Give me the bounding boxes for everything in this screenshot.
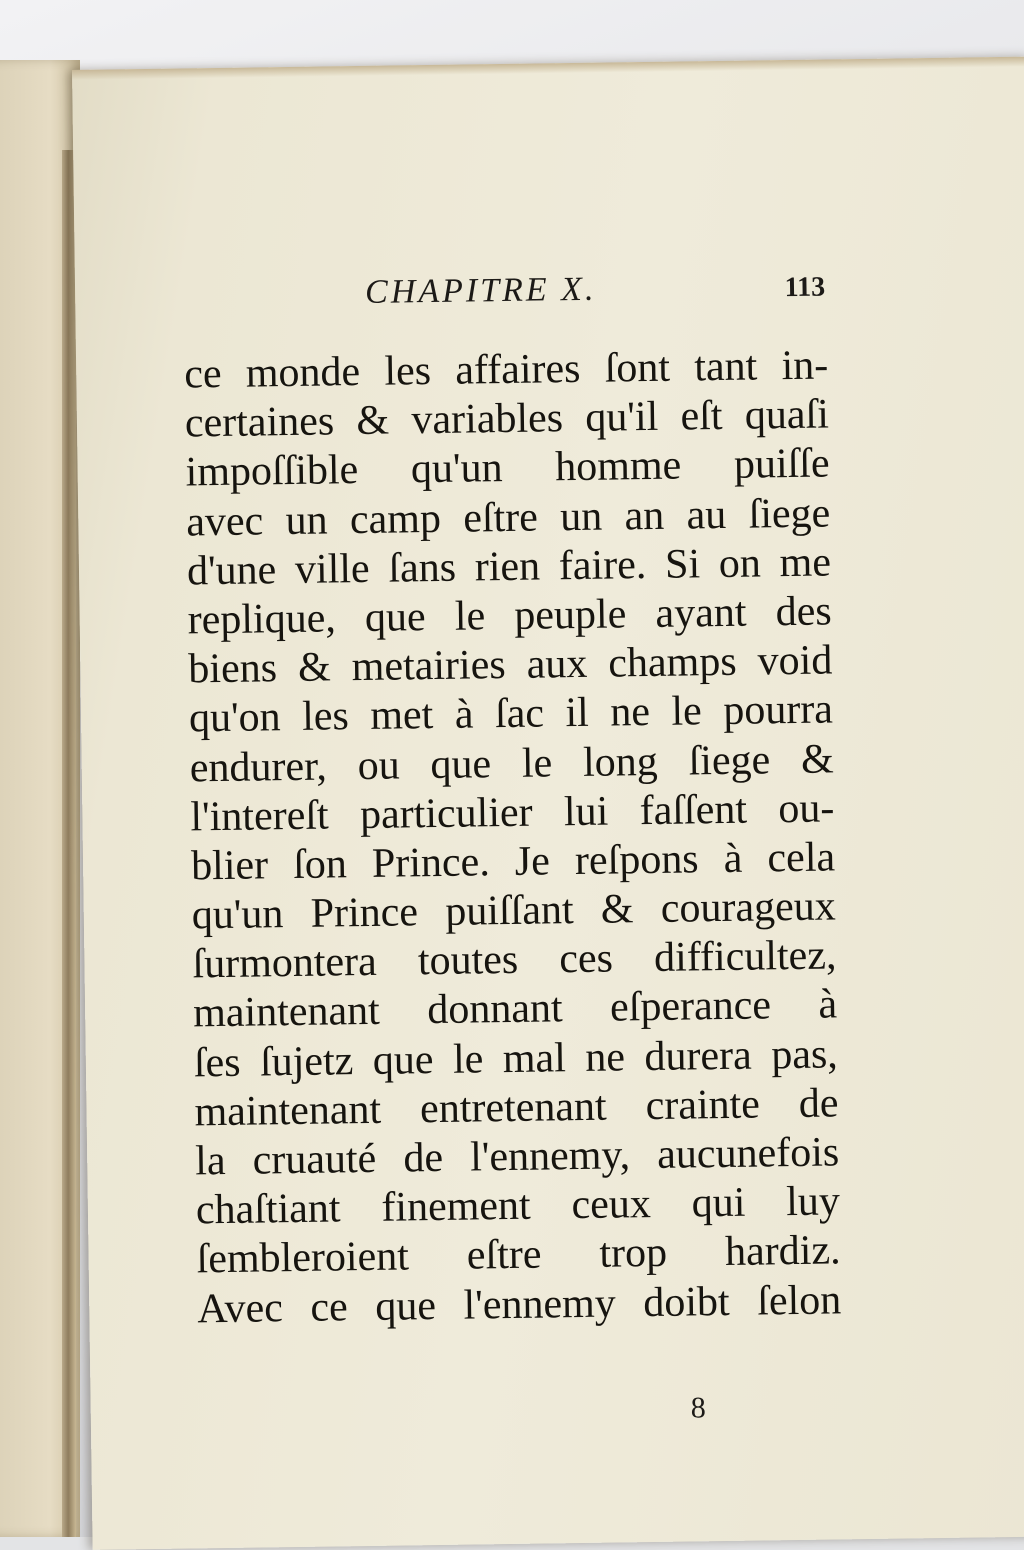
word: luy — [785, 1178, 841, 1226]
text-line — [193, 981, 838, 1039]
word: ceux — [571, 1181, 652, 1229]
word: Prince. — [371, 839, 491, 887]
word: ſes — [193, 1039, 241, 1087]
word: que — [374, 1282, 437, 1330]
word: variables — [411, 395, 564, 444]
word: aux — [526, 640, 588, 688]
word: impoſſible — [185, 447, 359, 496]
word: met — [369, 692, 434, 740]
word: in- — [781, 342, 829, 390]
word: faſſent — [639, 786, 748, 834]
word: l'ennemy — [463, 1280, 617, 1329]
word: que — [372, 1036, 434, 1084]
word: ville — [294, 545, 370, 593]
word: ou- — [778, 785, 835, 832]
text-line — [195, 1128, 840, 1186]
word: rien — [474, 543, 541, 591]
text-line — [189, 735, 834, 793]
text-line — [196, 1227, 841, 1285]
word: qui — [691, 1179, 746, 1227]
word: crainte — [645, 1081, 761, 1129]
word: des — [775, 588, 832, 636]
word: à — [818, 981, 838, 1029]
word: mal — [502, 1034, 567, 1082]
word: ou — [357, 741, 400, 789]
word: ne — [585, 1034, 626, 1081]
word: toutes — [417, 937, 519, 985]
text-line — [197, 1276, 842, 1334]
word: peuple — [514, 591, 627, 639]
word: an — [624, 492, 665, 539]
word: cruauté — [252, 1135, 377, 1184]
page-number: 113 — [784, 271, 826, 304]
word: Je — [514, 838, 551, 885]
word: & — [800, 735, 834, 783]
word: Prince — [310, 889, 419, 937]
word: qu'un — [191, 891, 284, 939]
word: ſiege — [688, 736, 771, 784]
word: difficultez, — [653, 932, 837, 982]
word: ayant — [655, 589, 747, 637]
word: Si — [664, 541, 701, 588]
word: & — [297, 644, 332, 692]
text-line — [196, 1178, 841, 1236]
word: ſont — [604, 344, 671, 392]
word: le — [671, 688, 703, 736]
word: endurer, — [189, 743, 328, 791]
word: blier — [190, 842, 269, 890]
word: camp — [349, 495, 442, 543]
text-line — [185, 391, 830, 449]
word: l'intereſt — [190, 792, 329, 841]
word: durera — [644, 1032, 753, 1080]
word: ſembleroient — [196, 1233, 410, 1283]
word: ce — [310, 1283, 349, 1331]
word: replique, — [187, 595, 337, 644]
word: à — [723, 835, 743, 882]
word: les — [384, 348, 432, 395]
word: eſtre — [466, 1231, 542, 1279]
word: eſtre — [462, 494, 539, 542]
word: le — [452, 1035, 484, 1083]
word: de — [798, 1080, 839, 1127]
word: maintenant — [192, 988, 381, 1037]
word: biens — [188, 645, 278, 693]
word: & — [356, 397, 390, 445]
word: reſpons — [574, 836, 699, 884]
word: me — [779, 539, 832, 586]
text-line — [192, 932, 837, 990]
word: cela — [767, 834, 836, 882]
text-line — [191, 833, 836, 891]
word: ne — [609, 689, 651, 736]
word: certaines — [184, 398, 335, 447]
word: qu'un — [410, 445, 503, 493]
word: trop — [599, 1230, 668, 1278]
word: à — [454, 691, 474, 739]
text-line — [188, 637, 833, 695]
word: on — [718, 540, 762, 587]
signature-mark: 8 — [690, 1391, 706, 1425]
word: doibt — [642, 1278, 730, 1326]
word: un — [559, 493, 603, 540]
word: ſiege — [748, 490, 831, 538]
word: au — [686, 491, 727, 539]
word: ſac — [494, 690, 545, 738]
word: tant — [693, 343, 758, 391]
text-line — [190, 784, 835, 842]
word: courageux — [660, 883, 837, 932]
word: l'ennemy, — [469, 1132, 631, 1181]
text-line — [191, 882, 836, 940]
word: & — [600, 886, 634, 933]
word: particulier — [359, 789, 533, 838]
running-head — [365, 268, 826, 324]
word: ces — [559, 935, 614, 983]
text-line — [194, 1030, 839, 1088]
word: champs — [608, 638, 737, 687]
word: le — [521, 739, 553, 787]
word: de — [403, 1134, 444, 1182]
word: le — [454, 593, 486, 640]
word: lui — [563, 788, 609, 835]
word: monde — [245, 349, 361, 397]
word: ſon — [292, 841, 348, 888]
word: ſans — [388, 544, 457, 592]
word: ſelon — [756, 1276, 842, 1325]
word: il — [565, 690, 590, 737]
word: quaſi — [744, 391, 830, 439]
word: long — [582, 738, 659, 786]
word: pas, — [770, 1031, 839, 1078]
word: entretenant — [419, 1083, 607, 1133]
word: hardiz. — [724, 1227, 841, 1276]
word: puiſſant — [444, 887, 574, 935]
text-line — [184, 341, 829, 399]
word: void — [757, 637, 833, 685]
word: finement — [381, 1182, 531, 1231]
word: eſt — [680, 393, 723, 440]
text-line — [187, 538, 832, 596]
word: ce — [183, 350, 222, 398]
text-line — [186, 489, 831, 547]
word: qu'il — [585, 394, 659, 442]
word: que — [430, 740, 492, 788]
word: ſurmontera — [192, 939, 378, 988]
word: un — [285, 497, 328, 544]
word: la — [194, 1137, 226, 1185]
word: qu'on — [188, 694, 281, 742]
book-page — [72, 57, 1024, 1550]
word: affaires — [454, 345, 581, 394]
word: homme — [554, 442, 682, 491]
text-line — [189, 686, 834, 744]
text-line — [187, 587, 832, 645]
word: que — [364, 594, 426, 641]
text-line — [185, 440, 830, 498]
word: puiſſe — [733, 440, 830, 489]
chapter-title: CHAPITRE X. — [364, 270, 597, 311]
word: ſujetz — [259, 1037, 354, 1086]
body-text — [184, 341, 842, 1334]
word: donnant — [426, 985, 563, 1034]
word: avec — [186, 497, 264, 546]
word: eſperance — [609, 982, 772, 1032]
text-line — [194, 1079, 839, 1137]
word: les — [301, 693, 350, 741]
word: maintenant — [194, 1086, 382, 1136]
word: Avec — [196, 1284, 284, 1332]
word: faire. — [558, 541, 647, 589]
book-spine-edge — [62, 150, 76, 1537]
word: aucunefois — [656, 1129, 840, 1178]
word: metairies — [351, 642, 506, 691]
word: d'une — [186, 546, 277, 595]
word: chaſtiant — [195, 1185, 341, 1234]
word: pourra — [722, 686, 834, 735]
